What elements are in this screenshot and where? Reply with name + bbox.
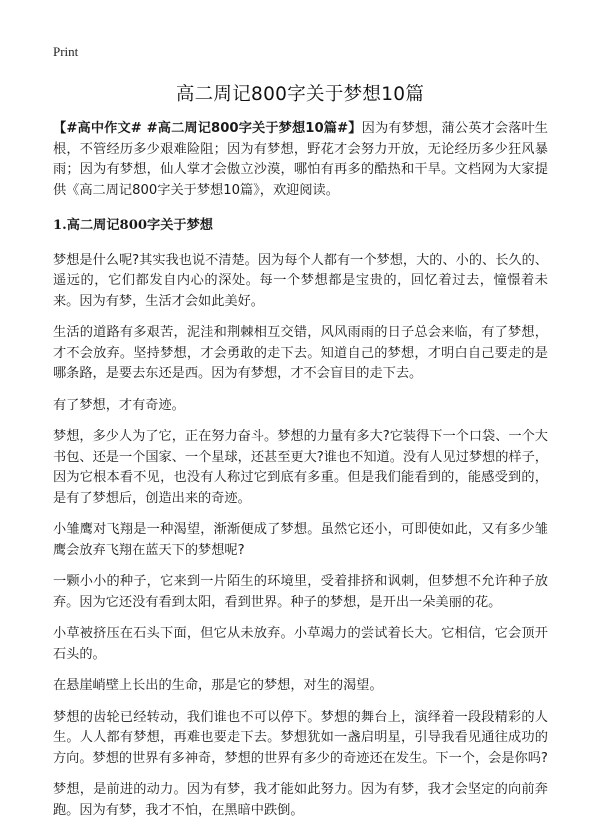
page-title: 高二周记800字关于梦想10篇	[175, 84, 425, 105]
body-paragraph: 在悬崖峭壁上长出的生命，那是它的梦想，对生的渴望。	[53, 678, 383, 693]
body-paragraph: 梦想，多少人为了它，正在努力奋斗。梦想的力量有多大?它装得下一个口袋、一个大书包、还是一个国家、一个星球，还甚至更大?谁也不知道。没有人见过梦想的样子，因为它根本看不见，也没有人称过它到底有多重。但是我们能看到的，能感受到的，是有了梦想后，创造出来的奇迹。	[53, 429, 548, 506]
body-paragraph: 小雏鹰对飞翔是一种渴望，渐渐便成了梦想。虽然它还小，可即使如此，又有多少雏鹰会放弃飞翔在蓝天下的梦想呢?	[53, 522, 548, 558]
intro-tag: 【#高中作文# #高二周记800字关于梦想10篇#】	[53, 121, 362, 136]
body-paragraph: 梦想的齿轮已经转动，我们谁也不可以停下。梦想的舞台上，演绎着一段段精彩的人生。人人都有梦想，再难也要走下去。梦想犹如一盏启明星，引导我看见通往成功的方向。梦想的世界有多神奇，梦想的世界有多少的奇迹还在发生。下一个，会是你吗?	[53, 709, 548, 766]
body-paragraph: 有了梦想，才有奇迹。	[53, 397, 185, 413]
body-paragraph: 一颗小小的种子，它来到一片陌生的环境里，受着排挤和讽刺，但梦想不允许种子放弃。因为它还没有看到太阳，看到世界。种子的梦想，是开出一朵美丽的花。	[53, 574, 548, 610]
document-body	[53, 119, 548, 832]
intro-text: 因为有梦想，蒲公英才会落叶生根，不管经历多少艰难险阻；因为有梦想，野花才会努力开放，无论经历多少狂风暴雨；因为有梦想，仙人掌才会傲立沙漠，哪怕有再多的酷热和干旱。文档网为大家提供《高二周记800字关于梦想10篇》，欢迎阅读。	[53, 121, 548, 198]
body-paragraph: 生活的道路有多艰苦，泥洼和荆棘相互交错，风风雨雨的日子总会来临，有了梦想，才不会放弃。坚持梦想，才会勇敢的走下去。知道自己的梦想，才明白自己要走的是哪条路，是要去东还是西。因为有梦想，才不会盲目的走下去。	[53, 325, 548, 381]
body-paragraph: 梦想，是前进的动力。因为有梦，我才能如此努力。因为有梦，我才会坚定的向前奔跑。因为有梦，我才不怕，在黑暗中跌倒。	[53, 782, 548, 818]
body-paragraph: 小草被挤压在石头下面，但它从未放弃。小草竭力的尝试着长大。它相信，它会顶开石头的。	[53, 626, 548, 662]
intro-paragraph	[53, 119, 548, 201]
section-heading: 1.高二周记800字关于梦想	[53, 218, 213, 233]
print-label: Print	[53, 44, 79, 59]
body-paragraph: 梦想是什么呢?其实我也说不清楚。因为每个人都有一个梦想，大的、小的、长久的、遥远的，它们都发自内心的深处。每一个梦想都是宝贵的，回忆着过去，憧憬着未来。因为有梦，生活才会如此美好。	[53, 252, 548, 309]
